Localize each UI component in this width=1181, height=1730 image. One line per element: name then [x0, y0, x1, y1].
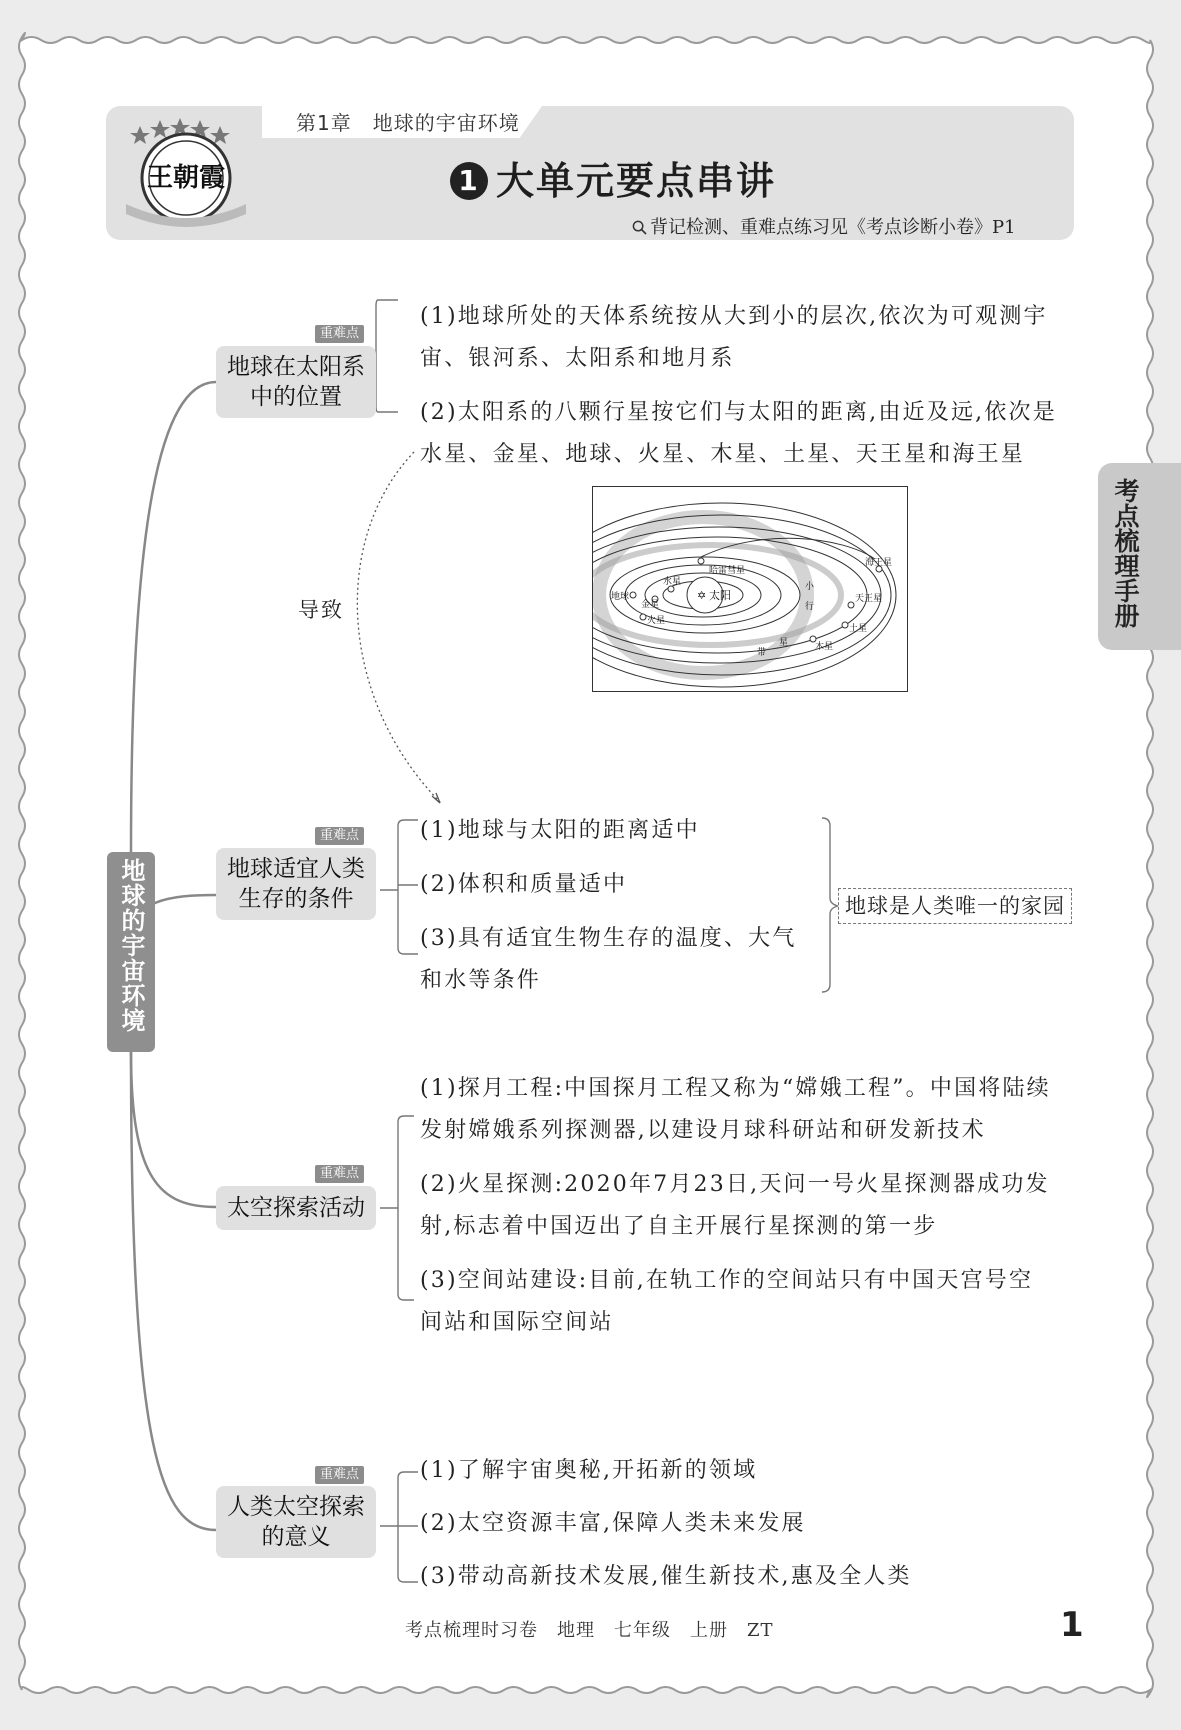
topic-line: 生存的条件 — [238, 886, 354, 912]
topic-line: 人类太空探索 — [227, 1494, 365, 1520]
topic-line: 的意义 — [261, 1524, 331, 1550]
section-4-text — [420, 1450, 912, 1598]
belt-label: 行 — [805, 602, 815, 612]
topic-line: 太空探索活动 — [227, 1195, 365, 1221]
belt-label: 小 — [805, 582, 815, 592]
text-line: (1)地球所处的天体系统按从大到小的层次,依次为可观测宇 — [420, 304, 1048, 329]
topic-exploration-significance — [216, 1486, 376, 1558]
planet-label: 金星 — [641, 600, 660, 610]
key-point-badge: 重难点 — [315, 325, 364, 343]
topic-habitable-conditions — [216, 848, 376, 920]
chapter-label: 第1章 地球的宇宙环境 — [296, 111, 520, 135]
text-line: 间站和国际空间站 — [420, 1310, 614, 1335]
planet-label: 天王星 — [855, 594, 883, 604]
planet-label: 木星 — [815, 642, 834, 652]
logo-text: 王朝霞 — [146, 163, 226, 193]
text-line: (2)火星探测:2020年7月23日,天问一号火星探测器成功发 — [420, 1172, 1050, 1197]
section-1-text — [420, 296, 1057, 476]
text-line: (1)了解宇宙奥秘,开拓新的领域 — [420, 1458, 758, 1483]
key-point-badge: 重难点 — [315, 827, 364, 845]
text-line: (3)空间站建设:目前,在轨工作的空间站只有中国天宫号空 — [420, 1268, 1034, 1293]
planet-label: 土星 — [849, 624, 868, 634]
text-line: 射,标志着中国迈出了自主开展行星探测的第一步 — [420, 1214, 938, 1239]
unit-number-badge: 1 — [450, 162, 488, 200]
text-line: (2)太空资源丰富,保障人类未来发展 — [420, 1511, 806, 1536]
topic-line: 中的位置 — [250, 384, 342, 410]
sun-label: 太阳 — [709, 589, 731, 602]
section-3-text — [420, 1068, 1051, 1344]
text-line: 宙、银河系、太阳系和地月系 — [420, 346, 735, 371]
footer-text: 考点梳理时习卷 地理 七年级 上册 ZT — [405, 1620, 774, 1641]
planet-label: 火星 — [647, 616, 666, 626]
belt-label: 星 — [779, 638, 789, 648]
topic-space-exploration — [216, 1186, 376, 1230]
text-line: (3)带动高新技术发展,催生新技术,惠及全人类 — [420, 1564, 912, 1589]
text-line: (1)探月工程:中国探月工程又称为“嫦娥工程”。中国将陆续 — [420, 1076, 1051, 1101]
unit-title-text: 大单元要点串讲 — [496, 159, 777, 203]
planet-label: 海王星 — [865, 558, 893, 568]
reference-text: 背记检测、重难点练习见《考点诊断小卷》P1 — [650, 217, 1016, 238]
topic-line: 地球适宜人类 — [227, 856, 365, 882]
planet-label: 水星 — [663, 577, 682, 587]
topic-line: 地球在太阳系 — [227, 354, 365, 380]
belt-label: 带 — [757, 648, 767, 658]
key-point-badge: 重难点 — [315, 1466, 364, 1484]
text-line: 发射嫦娥系列探测器,以建设月球科研站和研发新技术 — [420, 1118, 986, 1143]
cause-arrow — [357, 452, 440, 802]
svg-text:✡: ✡ — [697, 589, 707, 602]
text-line: (2)体积和质量适中 — [420, 872, 628, 897]
section-2-text — [420, 810, 797, 1002]
conclusion-box: 地球是人类唯一的家园 — [838, 888, 1072, 924]
text-line: (2)太阳系的八颗行星按它们与太阳的距离,由近及远,依次是 — [420, 400, 1057, 425]
text-line: 水星、金星、地球、火星、木星、土星、天王星和海王星 — [420, 442, 1026, 467]
root-label: 地球的宇宙环境 — [117, 858, 145, 1033]
key-point-badge: 重难点 — [315, 1165, 364, 1183]
page-number: 1 — [1060, 1605, 1084, 1645]
text-line: 和水等条件 — [420, 968, 542, 993]
topic-earth-position — [216, 346, 376, 418]
text-line: (1)地球与太阳的距离适中 — [420, 818, 700, 843]
solar-system-diagram — [592, 486, 908, 692]
side-tab-label: 考点梳理手册 — [1111, 478, 1140, 628]
comet-label: 哈雷彗星 — [709, 566, 746, 576]
text-line: (3)具有适宜生物生存的温度、大气 — [420, 926, 797, 951]
planet-label: 地球 — [611, 592, 630, 602]
arrow-label: 导致 — [298, 598, 344, 622]
